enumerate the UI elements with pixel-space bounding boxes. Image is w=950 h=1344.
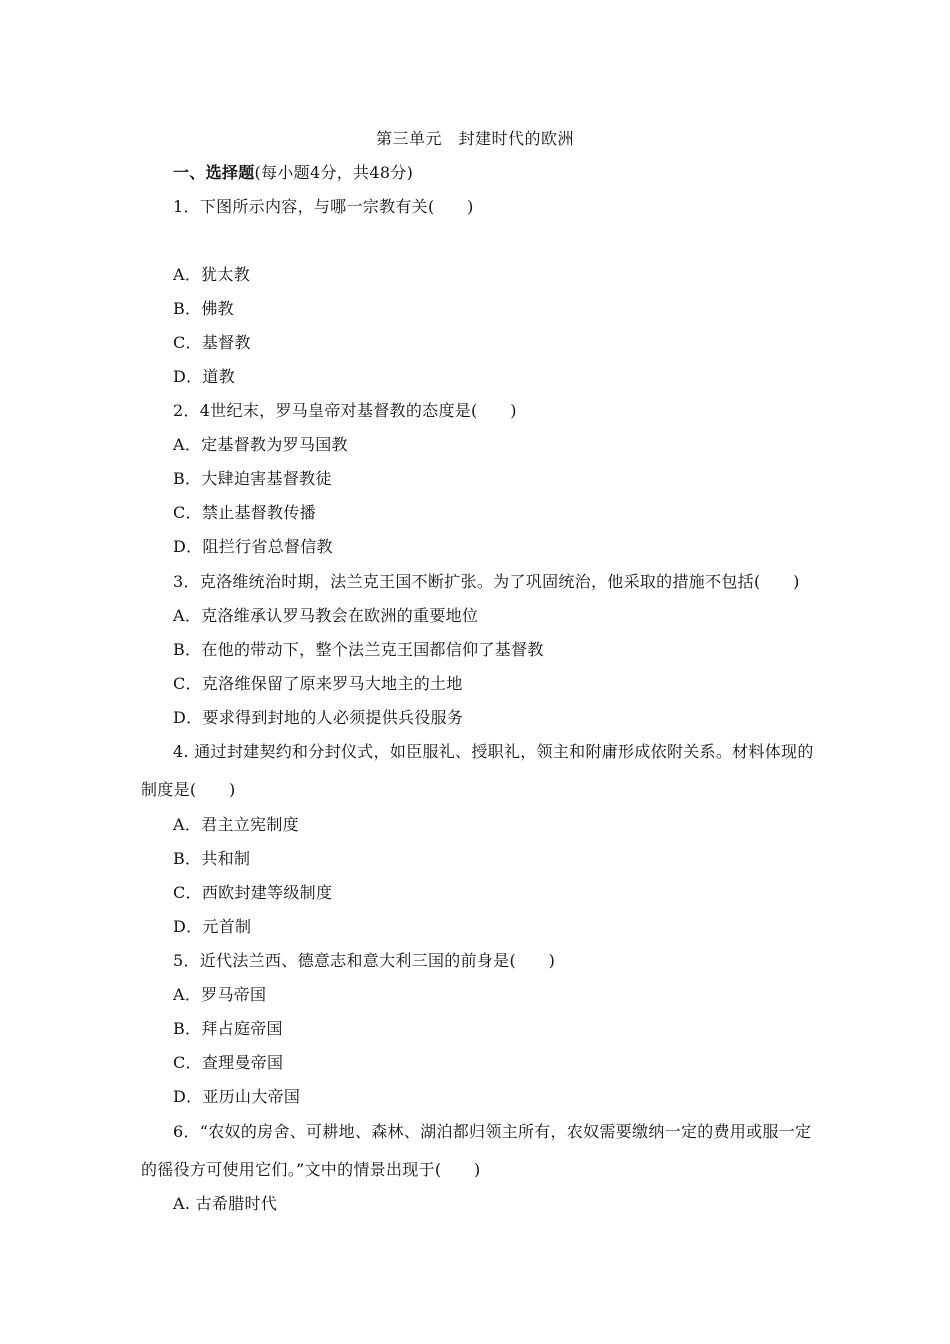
question-4-option-d: D．元首制 xyxy=(173,917,252,936)
page-title: 第三单元 封建时代的欧洲 xyxy=(375,129,574,148)
question-5-stem: 5．近代法兰西、德意志和意大利三国的前身是( ) xyxy=(173,951,556,970)
question-2-option-a: A．定基督教为罗马国教 xyxy=(173,435,348,454)
section-heading: 一、选择题 xyxy=(173,163,255,182)
question-1-option-b: B．佛教 xyxy=(173,299,234,318)
question-4-stem-line2: 制度是( ) xyxy=(141,780,236,799)
question-2-option-c: C．禁止基督教传播 xyxy=(173,503,316,522)
question-6-stem-line1: 6．“农奴的房舍、可耕地、森林、湖泊都归领主所有，农奴需要缴纳一定的费用或服一定 xyxy=(173,1122,812,1141)
question-3-option-a: A．克洛维承认罗马教会在欧洲的重要地位 xyxy=(173,606,479,625)
question-5-option-d: D．亚历山大帝国 xyxy=(173,1087,301,1106)
question-1-option-c: C．基督教 xyxy=(173,333,251,352)
question-3-option-d: D．要求得到封地的人必须提供兵役服务 xyxy=(173,708,464,727)
question-3-stem: 3．克洛维统治时期，法兰克王国不断扩张。为了巩固统治，他采取的措施不包括( ) xyxy=(173,572,800,591)
question-2-stem: 2．4世纪末，罗马皇帝对基督教的态度是( ) xyxy=(173,401,517,420)
question-1-option-a: A．犹太教 xyxy=(173,265,251,284)
section-note: (每小题4分，共48分) xyxy=(254,163,414,182)
question-4-option-c: C．西欧封建等级制度 xyxy=(173,883,333,902)
question-3-option-c: C．克洛维保留了原来罗马大地主的土地 xyxy=(173,674,463,693)
question-4-option-a: A．君主立宪制度 xyxy=(173,815,299,834)
question-1-stem: 1．下图所示内容，与哪一宗教有关( ) xyxy=(173,197,474,216)
section-heading-line xyxy=(173,160,413,183)
question-5-option-b: B．拜占庭帝国 xyxy=(173,1019,283,1038)
question-2-option-d: D．阻拦行省总督信教 xyxy=(173,537,333,556)
question-2-option-b: B．大肆迫害基督教徒 xyxy=(173,469,332,488)
question-6-option-a: A. 古希腊时代 xyxy=(173,1194,278,1213)
question-4-stem-line1: 4. 通过封建契约和分封仪式，如臣服礼、授职礼，领主和附庸形成依附关系。材料体现的 xyxy=(173,742,814,761)
question-5-option-a: A．罗马帝国 xyxy=(173,985,267,1004)
question-3-option-b: B．在他的带动下，整个法兰克王国都信仰了基督教 xyxy=(173,640,544,659)
question-6-stem-line2: 的徭役方可使用它们。”文中的情景出现于( ) xyxy=(141,1160,481,1179)
question-4-option-b: B．共和制 xyxy=(173,849,251,868)
question-1-option-d: D．道教 xyxy=(173,367,236,386)
question-5-option-c: C．查理曼帝国 xyxy=(173,1053,284,1072)
